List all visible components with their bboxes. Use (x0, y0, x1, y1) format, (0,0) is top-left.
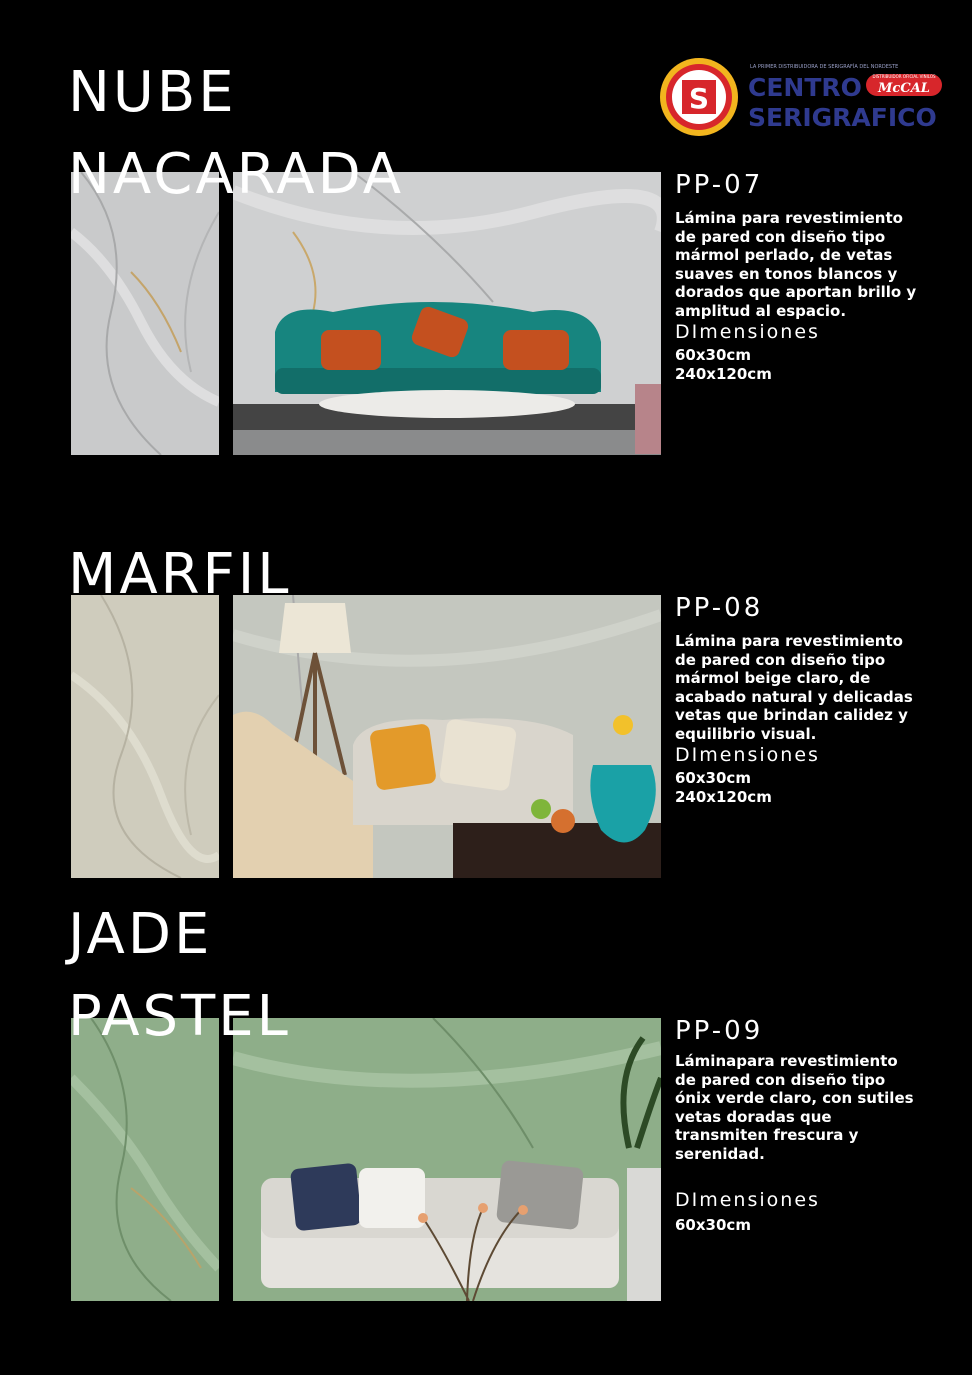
room-photo (233, 595, 661, 878)
product-code: PP-09 (675, 1016, 764, 1046)
product-description: Láminapara revestimiento de pared con diseño tipo ónix verde claro, con sutiles vetas doradas que transmiten frescura y serenidad. (675, 1052, 914, 1163)
centro-serigrafico-logo (658, 56, 942, 138)
svg-text:S: S (688, 82, 710, 115)
dimension-value: 60x30cm (675, 1216, 751, 1234)
marble-swatch (71, 1018, 219, 1301)
title-line: NACARADA (68, 142, 405, 207)
dimensions-label: DImensiones (675, 1189, 820, 1211)
product-description: Lámina para revestimiento de pared con diseño tipo mármol perlado, de vetas suaves en tonos blancos y dorados que aportan brillo y amplitud al espacio. (675, 209, 917, 320)
title-line: MARFIL (68, 542, 292, 607)
title-line: JADE (68, 902, 213, 967)
dimension-value: 60x30cm (675, 346, 751, 364)
dimension-value: 240x120cm (675, 365, 772, 383)
dimensions-label: DImensiones (675, 321, 820, 343)
brand-name-line1: CENTRO (748, 73, 862, 102)
badge-top: DISTRIBUIDOR OFICIAL VINILOS (872, 74, 936, 79)
room-photo (233, 1018, 661, 1301)
brand-name-line2: SERIGRAFICO (748, 103, 937, 132)
dimension-value: 60x30cm (675, 769, 751, 787)
product-code: PP-08 (675, 593, 764, 623)
marble-swatch (71, 595, 219, 878)
badge-mccal: McCAL (878, 81, 930, 96)
product-title (68, 52, 404, 216)
brand-tagline: LA PRIMER DISTRIBUIDORA DE SERIGRAFÍA DEL NORDESTE (750, 64, 899, 70)
product-code: PP-07 (675, 170, 764, 200)
product-title (68, 894, 291, 1058)
title-line: NUBE (68, 60, 237, 125)
title-line: PASTEL (68, 984, 291, 1049)
product-description: Lámina para revestimiento de pared con diseño tipo mármol beige claro, de acabado natural y delicadas vetas que brindan calidez y equilibrio visual. (675, 632, 913, 743)
dimensions-label: DImensiones (675, 744, 820, 766)
product-title (68, 534, 291, 616)
dimension-value: 240x120cm (675, 788, 772, 806)
